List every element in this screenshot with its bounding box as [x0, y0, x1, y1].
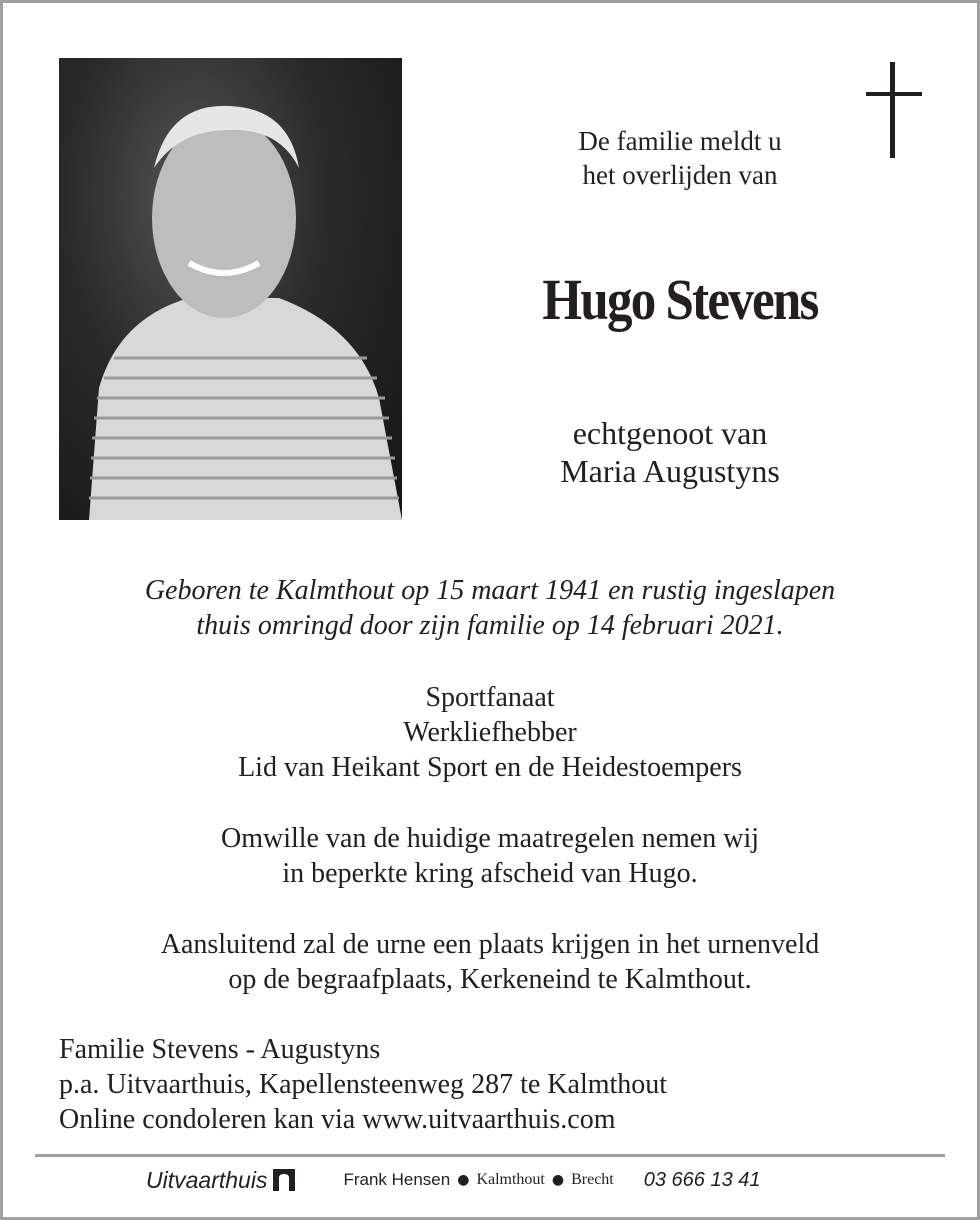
intro-text — [470, 124, 890, 192]
farewell-text — [0, 821, 980, 891]
trait-item: Lid van Heikant Sport en de Heidestoempers — [238, 752, 742, 783]
spouse-line: echtgenoot van — [572, 415, 768, 451]
text-line: Omwille van de huidige maatregelen nemen wij — [220, 823, 760, 854]
condolence-info: Online condoleren kan via www.uitvaarthuis.com — [59, 1104, 616, 1135]
traits-list — [0, 680, 980, 785]
bullet-icon: ● — [551, 1172, 565, 1188]
address: p.a. Uitvaarthuis, Kapellensteenweg 287 te Kalmthout — [59, 1069, 668, 1100]
deceased-name: Hugo Stevens — [542, 267, 818, 332]
text-line: Geboren te Kalmthout op 15 maart 1941 en rustig ingeslapen — [144, 575, 836, 606]
birth-death-text — [0, 573, 980, 643]
text-line: Aansluitend zal de urne een plaats krijgen in het urnenveld — [160, 929, 820, 960]
director-name: Frank Hensen — [343, 1170, 451, 1189]
arch-logo-icon — [273, 1169, 295, 1191]
text-line: thuis omringd door zijn familie op 14 februari 2021. — [196, 610, 784, 641]
text-line: op de begraafplaats, Kerkeneind te Kalmthout. — [228, 964, 752, 995]
brand-name: Uitvaarthuis — [146, 1166, 268, 1193]
phone-number: 03 666 13 41 — [643, 1168, 761, 1191]
intro-line: De familie meldt u — [578, 126, 782, 156]
text-line: in beperkte kring afscheid van Hugo. — [282, 858, 698, 889]
town: Brecht — [571, 1171, 614, 1188]
funeral-home-footer — [146, 1164, 761, 1196]
spouse-text — [470, 414, 870, 490]
signature-block — [59, 1032, 667, 1137]
trait-item: Werkliefhebber — [403, 717, 577, 748]
intro-line: het overlijden van — [582, 160, 778, 190]
urn-text — [0, 927, 980, 997]
spouse-name: Maria Augustyns — [560, 453, 780, 489]
bullet-icon: ● — [457, 1172, 470, 1188]
trait-item: Sportfanaat — [425, 682, 555, 713]
divider — [35, 1154, 945, 1157]
town: Kalmthout — [476, 1171, 545, 1188]
family-name: Familie Stevens - Augustyns — [59, 1034, 381, 1065]
portrait-photo — [59, 58, 402, 520]
